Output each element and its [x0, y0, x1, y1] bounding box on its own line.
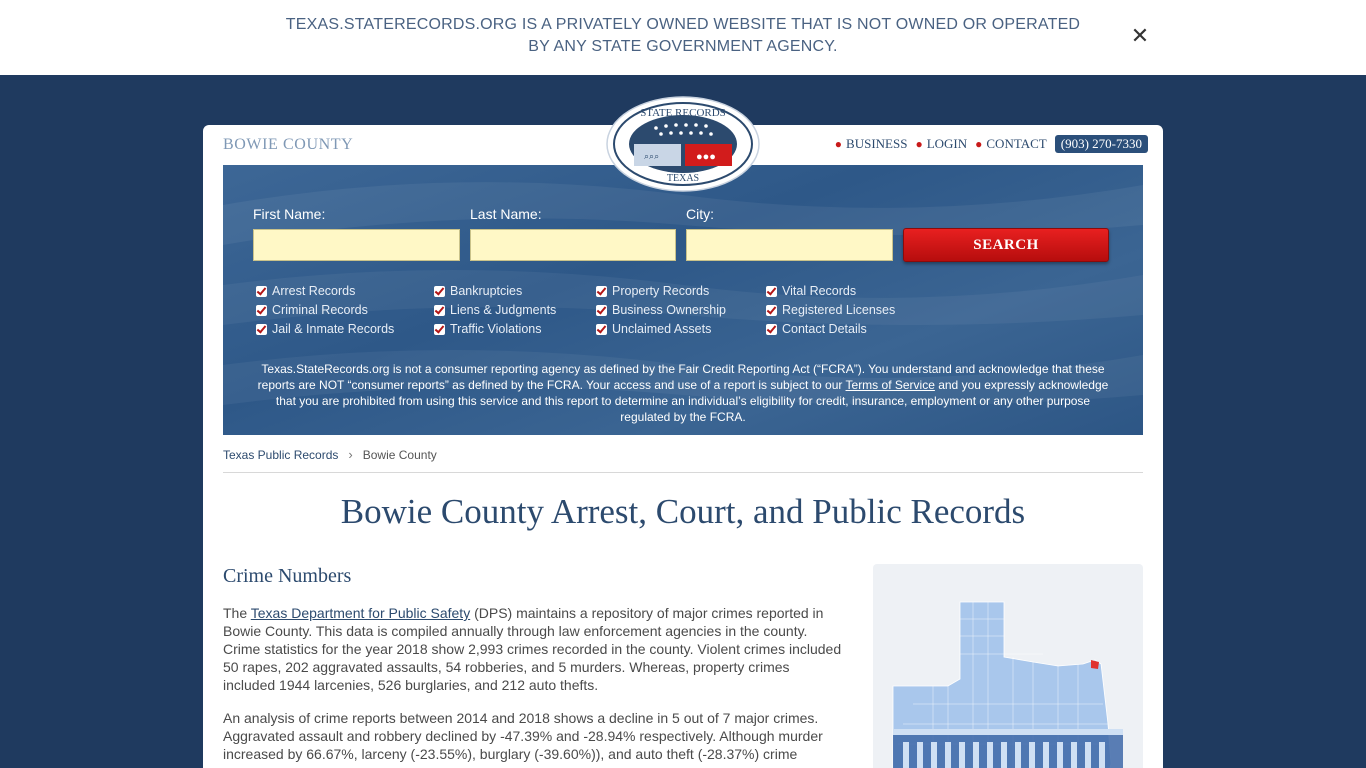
search-button[interactable]: SEARCH	[903, 228, 1109, 262]
checkbox-icon	[256, 286, 267, 297]
checkbox-vital-records[interactable]: Vital Records	[766, 284, 856, 298]
checkbox-traffic-violations[interactable]: Traffic Violations	[434, 322, 541, 336]
dps-link[interactable]: Texas Department for Public Safety	[250, 605, 471, 621]
county-map-image	[873, 564, 1143, 768]
city-label: City:	[686, 206, 714, 222]
last-name-label: Last Name:	[470, 206, 542, 222]
checkbox-bankruptcies[interactable]: Bankruptcies	[434, 284, 522, 298]
logo-top-text: STATE RECORDS	[640, 107, 726, 119]
checkbox-icon	[434, 324, 445, 335]
checkbox-registered-licenses[interactable]: Registered Licenses	[766, 303, 895, 317]
checkbox-icon	[434, 305, 445, 316]
checkbox-icon	[766, 286, 777, 297]
search-panel	[223, 165, 1143, 435]
checkbox-criminal-records[interactable]: Criminal Records	[256, 303, 368, 317]
bowie-county-highlight	[1091, 660, 1099, 669]
breadcrumb-current: Bowie County	[362, 447, 437, 462]
checkbox-icon	[596, 324, 607, 335]
state-records-logo[interactable]	[606, 96, 760, 192]
checkbox-icon	[596, 305, 607, 316]
logo-bottom-text: TEXAS	[666, 173, 700, 184]
section-title: Crime Numbers	[223, 565, 352, 587]
bullet-icon: ●	[915, 136, 923, 151]
terms-of-service-link[interactable]: Terms of Service	[845, 378, 935, 392]
checkbox-unclaimed-assets[interactable]: Unclaimed Assets	[596, 322, 711, 336]
business-link[interactable]: ● BUSINESS	[834, 136, 908, 151]
breadcrumb-home-link[interactable]: Texas Public Records	[223, 447, 339, 462]
page-title: Bowie County Arrest, Court, and Public Records	[340, 492, 1026, 531]
crime-paragraph-2: An analysis of crime reports between 2014 and 2018 shows a decline in 5 out of 7 major crimes. Aggravated assault and robbery declined by -47.39% and -28.94% respectively. Although murder increased by 66.67%, larceny (-23.55%), burglary (-39.60%)), and auto theft (-28.37%) crime	[223, 710, 823, 762]
fcra-disclaimer: Texas.StateRecords.org is not a consumer reporting agency as defined by the Fair Credit Reporting Act (“FCRA”). You understand and acknowledge that these reports are NOT “consumer reports” as defined by the FCRA. Your access and use of a report is subject to our Terms of Service and you expressly acknowledge that you are prohibited from using this service and this report to determine an individual’s eligibility for credit, insurance, employment or any other purpose regulated by the FCRA.	[257, 362, 1109, 424]
checkbox-icon	[766, 305, 777, 316]
last-name-input[interactable]	[470, 229, 676, 261]
checkbox-icon	[434, 286, 445, 297]
phone-number[interactable]: (903) 270-7330	[1055, 135, 1148, 153]
disclaimer-text: TEXAS.STATERECORDS.ORG IS A PRIVATELY OWNED WEBSITE THAT IS NOT OWNED OR OPERATED BY ANY STATE GOVERNMENT AGENCY.	[285, 16, 1081, 55]
contact-link[interactable]: ● CONTACT	[975, 136, 1047, 151]
texas-map-icon	[873, 564, 1143, 768]
checkbox-icon	[766, 324, 777, 335]
checkbox-contact-details[interactable]: Contact Details	[766, 322, 867, 336]
login-link[interactable]: ● LOGIN	[915, 136, 968, 151]
disclaimer-banner	[0, 0, 1366, 75]
checkbox-icon	[596, 286, 607, 297]
checkbox-icon	[256, 324, 267, 335]
checkbox-business-ownership[interactable]: Business Ownership	[596, 303, 726, 317]
checkbox-icon	[256, 305, 267, 316]
checkbox-arrest-records[interactable]: Arrest Records	[256, 284, 355, 298]
header-links	[835, 135, 1148, 153]
bullet-icon: ●	[975, 136, 983, 151]
svg-text:⌕⌕⌕: ⌕⌕⌕	[644, 151, 660, 161]
chevron-right-icon: ›	[348, 447, 353, 462]
first-name-input[interactable]	[253, 229, 460, 261]
checkbox-jail-inmate-records[interactable]: Jail & Inmate Records	[256, 322, 394, 336]
county-name: BOWIE COUNTY	[223, 136, 354, 153]
breadcrumb	[223, 447, 437, 462]
city-input[interactable]	[686, 229, 893, 261]
bullet-icon: ●	[834, 136, 843, 151]
divider	[223, 472, 1143, 473]
close-icon[interactable]: ✕	[1130, 23, 1150, 48]
checkbox-property-records[interactable]: Property Records	[596, 284, 709, 298]
checkbox-liens-judgments[interactable]: Liens & Judgments	[434, 303, 556, 317]
main-card	[203, 125, 1163, 768]
first-name-label: First Name:	[253, 206, 326, 222]
svg-text:●●●: ●●●	[696, 151, 716, 163]
crime-paragraph-1: The Texas Department for Public Safety (DPS) maintains a repository of major crimes reported in Bowie County. This data is compiled annually through law enforcement agencies in the county. Crime statistics for the year 2018 show 2,993 crimes recorded in the county. Violent crimes included 50 rapes, 202 aggravated assaults, 54 robberies, and 5 murders. Whereas, property crimes included 1944 larcenies, 526 burglaries, and 212 auto thefts.	[223, 605, 842, 693]
